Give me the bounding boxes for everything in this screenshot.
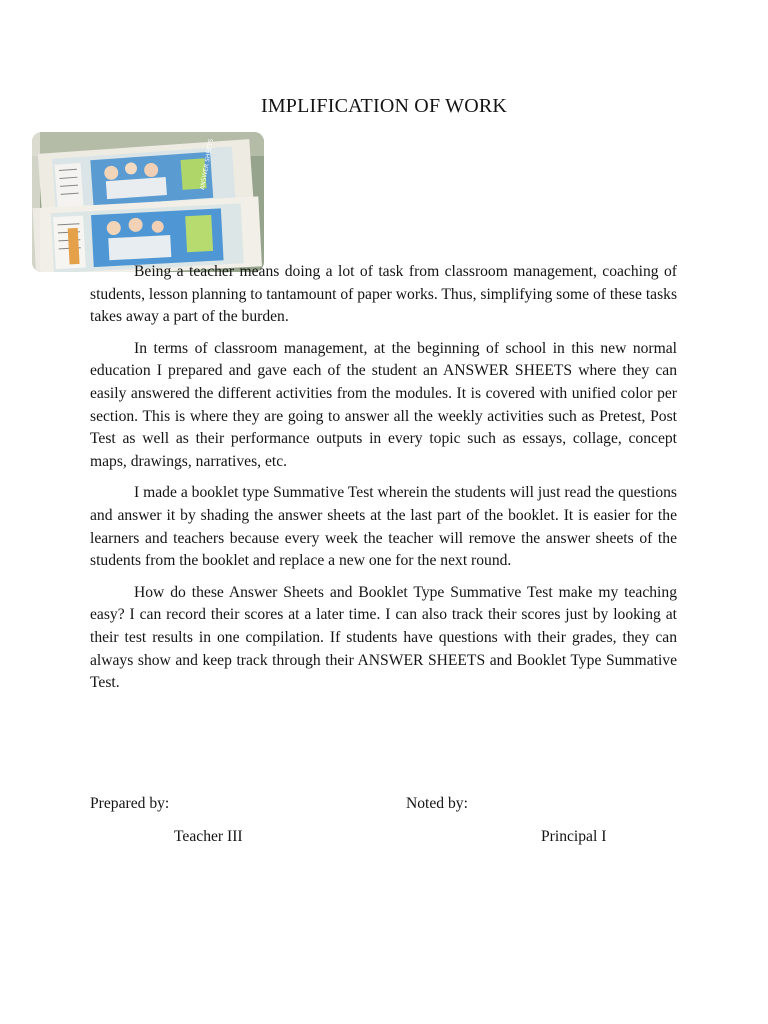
answer-sheets-photo [32,132,264,272]
paragraph-teaching-easy: How do these Answer Sheets and Booklet Type Summative Test make my teaching easy? I can record their scores at a later time. I can also track their scores just by looking at their test results in one compilation. If students have questions with their grades, they can always show and keep track through their ANSWER SHEETS and Booklet Type Summative Test. [90,583,677,692]
preparer-position: Teacher III [174,828,243,845]
document-title: IMPLIFICATION OF WORK [260,95,508,117]
booklet-cover-text: ANSWER SHEETS [199,138,215,191]
noted-by-label: Noted by: [406,795,468,812]
body-text [90,261,677,704]
noter-position: Principal I [541,828,607,845]
paragraph-booklet-test: I made a booklet type Summative Test wherein the students will just read the questions and answer it by shading the answer sheets at the last part of the booklet. It is easier for the learners and teachers because every week the teacher will remove the answer sheets of the students from the booklet and replace a new one for the next round. [90,484,677,570]
prepared-by-label: Prepared by: [90,795,170,812]
photo-frame-edge [32,132,40,272]
paragraph-intro: Being a teacher means doing a lot of task from classroom management, coaching of students, lesson planning to tantamount of paper works. Thus, simplifying some of these tasks takes away a part of the burden. [90,263,678,326]
paragraph-classroom-management: In terms of classroom management, at the beginning of school in this new normal education I prepared and gave each of the student an ANSWER SHEETS where they can easily answered the different activities from the modules. It is covered with unified color per section. This is where they are going to answer all the weekly activities such as Pretest, Post Test as well as their performance outputs in every topic such as essays, collage, concept maps, drawings, narratives, etc. [90,339,677,470]
